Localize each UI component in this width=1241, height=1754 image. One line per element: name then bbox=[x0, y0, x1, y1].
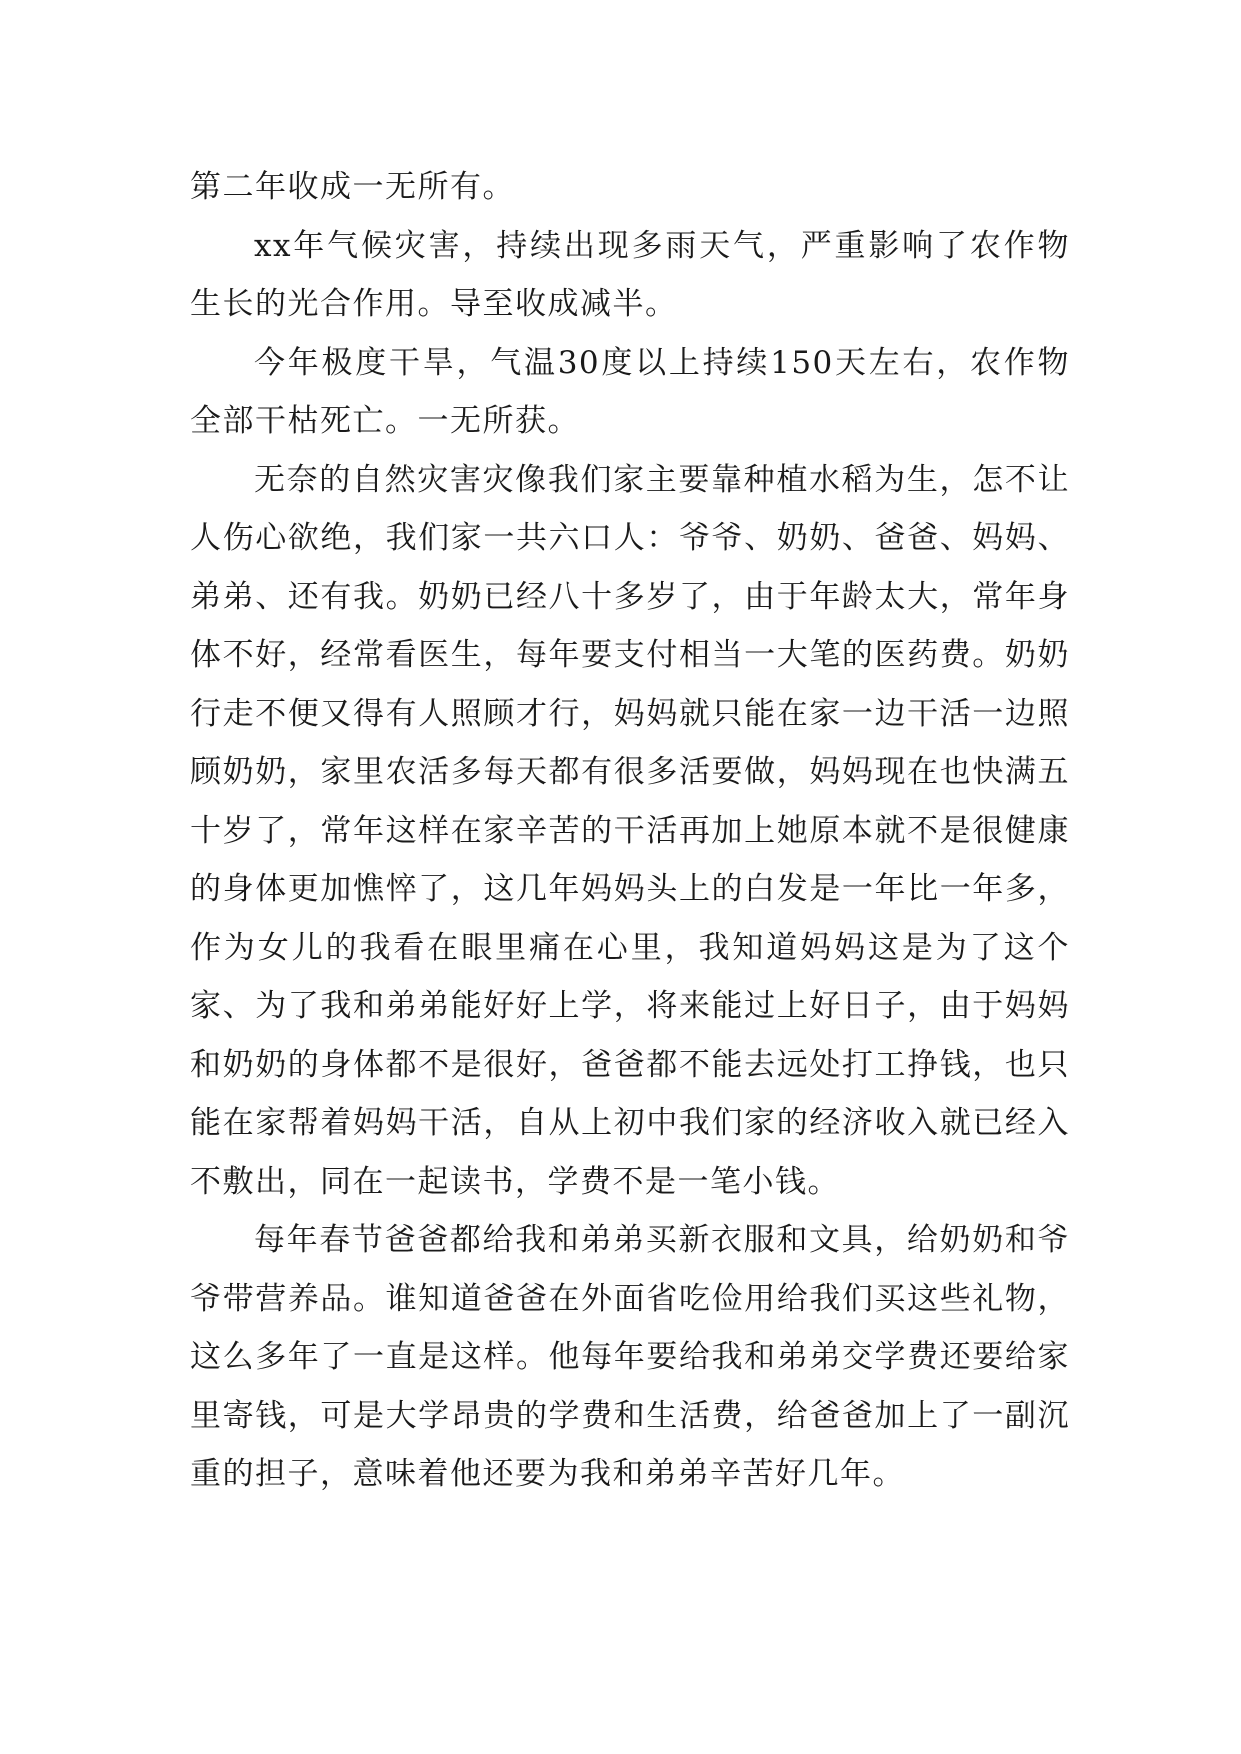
paragraph-2: xx年气候灾害，持续出现多雨天气，严重影响了农作物生长的光合作用。导至收成减半。 bbox=[190, 227, 1070, 322]
paragraph-1: 第二年收成一无所有。 bbox=[190, 169, 515, 205]
paragraph-3: 今年极度干旱，气温30度以上持续150天左右，农作物全部干枯死亡。一无所获。 bbox=[190, 344, 1070, 439]
document-body bbox=[190, 158, 1070, 1504]
paragraph-4: 无奈的自然灾害灾像我们家主要靠种植水稻为生，怎不让人伤心欲绝，我们家一共六口人：爷爷、奶奶、爸爸、妈妈、弟弟、还有我。奶奶已经八十多岁了，由于年龄太大，常年身体不好，经常看医生，每年要支付相当一大笔的医药费。奶奶行走不便又得有人照顾才行，妈妈就只能在家一边干活一边照顾奶奶，家里农活多每天都有很多活要做，妈妈现在也快满五十岁了，常年这样在家辛苦的干活再加上她原本就不是很健康的身体更加憔悴了，这几年妈妈头上的白发是一年比一年多，作为女儿的我看在眼里痛在心里，我知道妈妈这是为了这个家、为了我和弟弟能好好上学，将来能过上好日子，由于妈妈和奶奶的身体都不是很好，爸爸都不能去远处打工挣钱，也只能在家帮着妈妈干活，自从上初中我们家的经济收入就已经入不敷出，同在一起读书，学费不是一笔小钱。 bbox=[190, 461, 1070, 1200]
paragraph-5: 每年春节爸爸都给我和弟弟买新衣服和文具，给奶奶和爷爷带营养品。谁知道爸爸在外面省吃俭用给我们买这些礼物，这么多年了一直是这样。他每年要给我和弟弟交学费还要给家里寄钱，可是大学昂贵的学费和生活费，给爸爸加上了一副沉重的担子，意味着他还要为我和弟弟辛苦好几年。 bbox=[190, 1222, 1070, 1492]
